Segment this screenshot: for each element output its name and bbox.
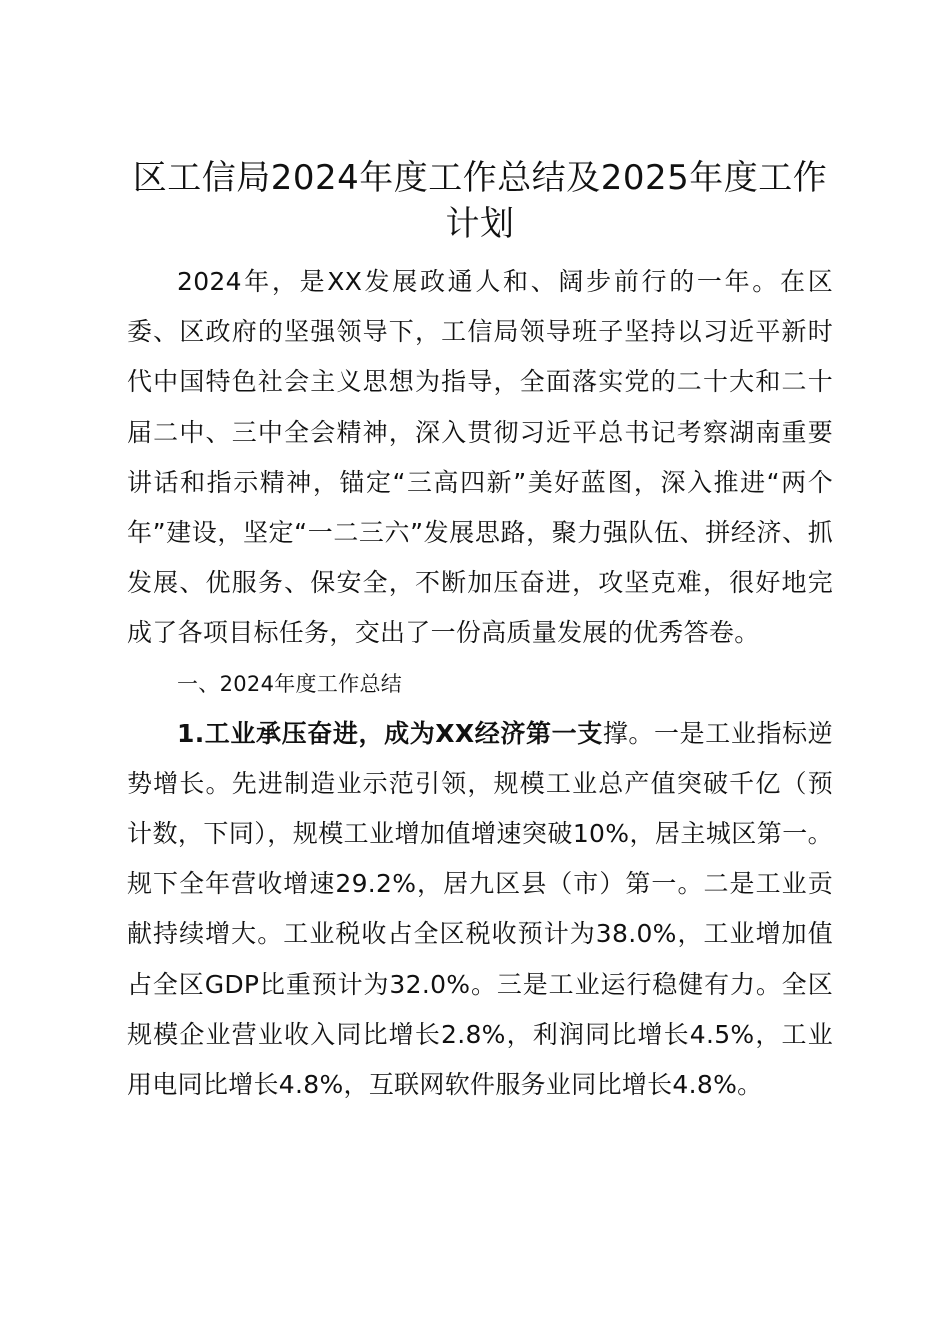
intro-paragraph: 2024年，是XX发展政通人和、阔步前行的一年。在区委、区政府的坚强领导下，工信局领导班子坚持以习近平新时代中国特色社会主义思想为指导，全面落实党的二十大和二十届二中、三中全会精神，深入贯彻习近平总书记考察湖南重要讲话和指示精神，锚定“三高四新”美好蓝图，深入推进“两个年”建设，坚定“一二三六”发展思路，聚力强队伍、拼经济、抓发展、优服务、保安全，不断加压奋进，攻坚克难，很好地完成了各项目标任务，交出了一份高质量发展的优秀答卷。	[127, 267, 833, 648]
section-heading-1: 一、2024年度工作总结	[177, 671, 403, 696]
item-paragraph-1	[127, 709, 833, 1111]
document-page	[127, 155, 833, 1110]
item-1-text: 撑。一是工业指标逆势增长。先进制造业示范引领，规模工业总产值突破千亿（预计数，下同），规模工业增加值增速突破10%，居主城区第一。规下全年营收增速29.2%，居九区县（市）第一。二是工业贡献持续增大。工业税收占全区税收预计为38.0%，工业增加值占全区GDP比重预计为32.0%。三是工业运行稳健有力。全区规模企业营业收入同比增长2.8%，利润同比增长4.5%，工业用电同比增长4.8%，互联网软件服务业同比增长4.8%。	[127, 718, 833, 1100]
document-body	[127, 257, 833, 1110]
document-title: 区工信局2024年度工作总结及2025年度工作计划	[132, 158, 828, 244]
item-1-lead: 1.工业承压奋进，成为XX经济第一支	[177, 718, 603, 748]
